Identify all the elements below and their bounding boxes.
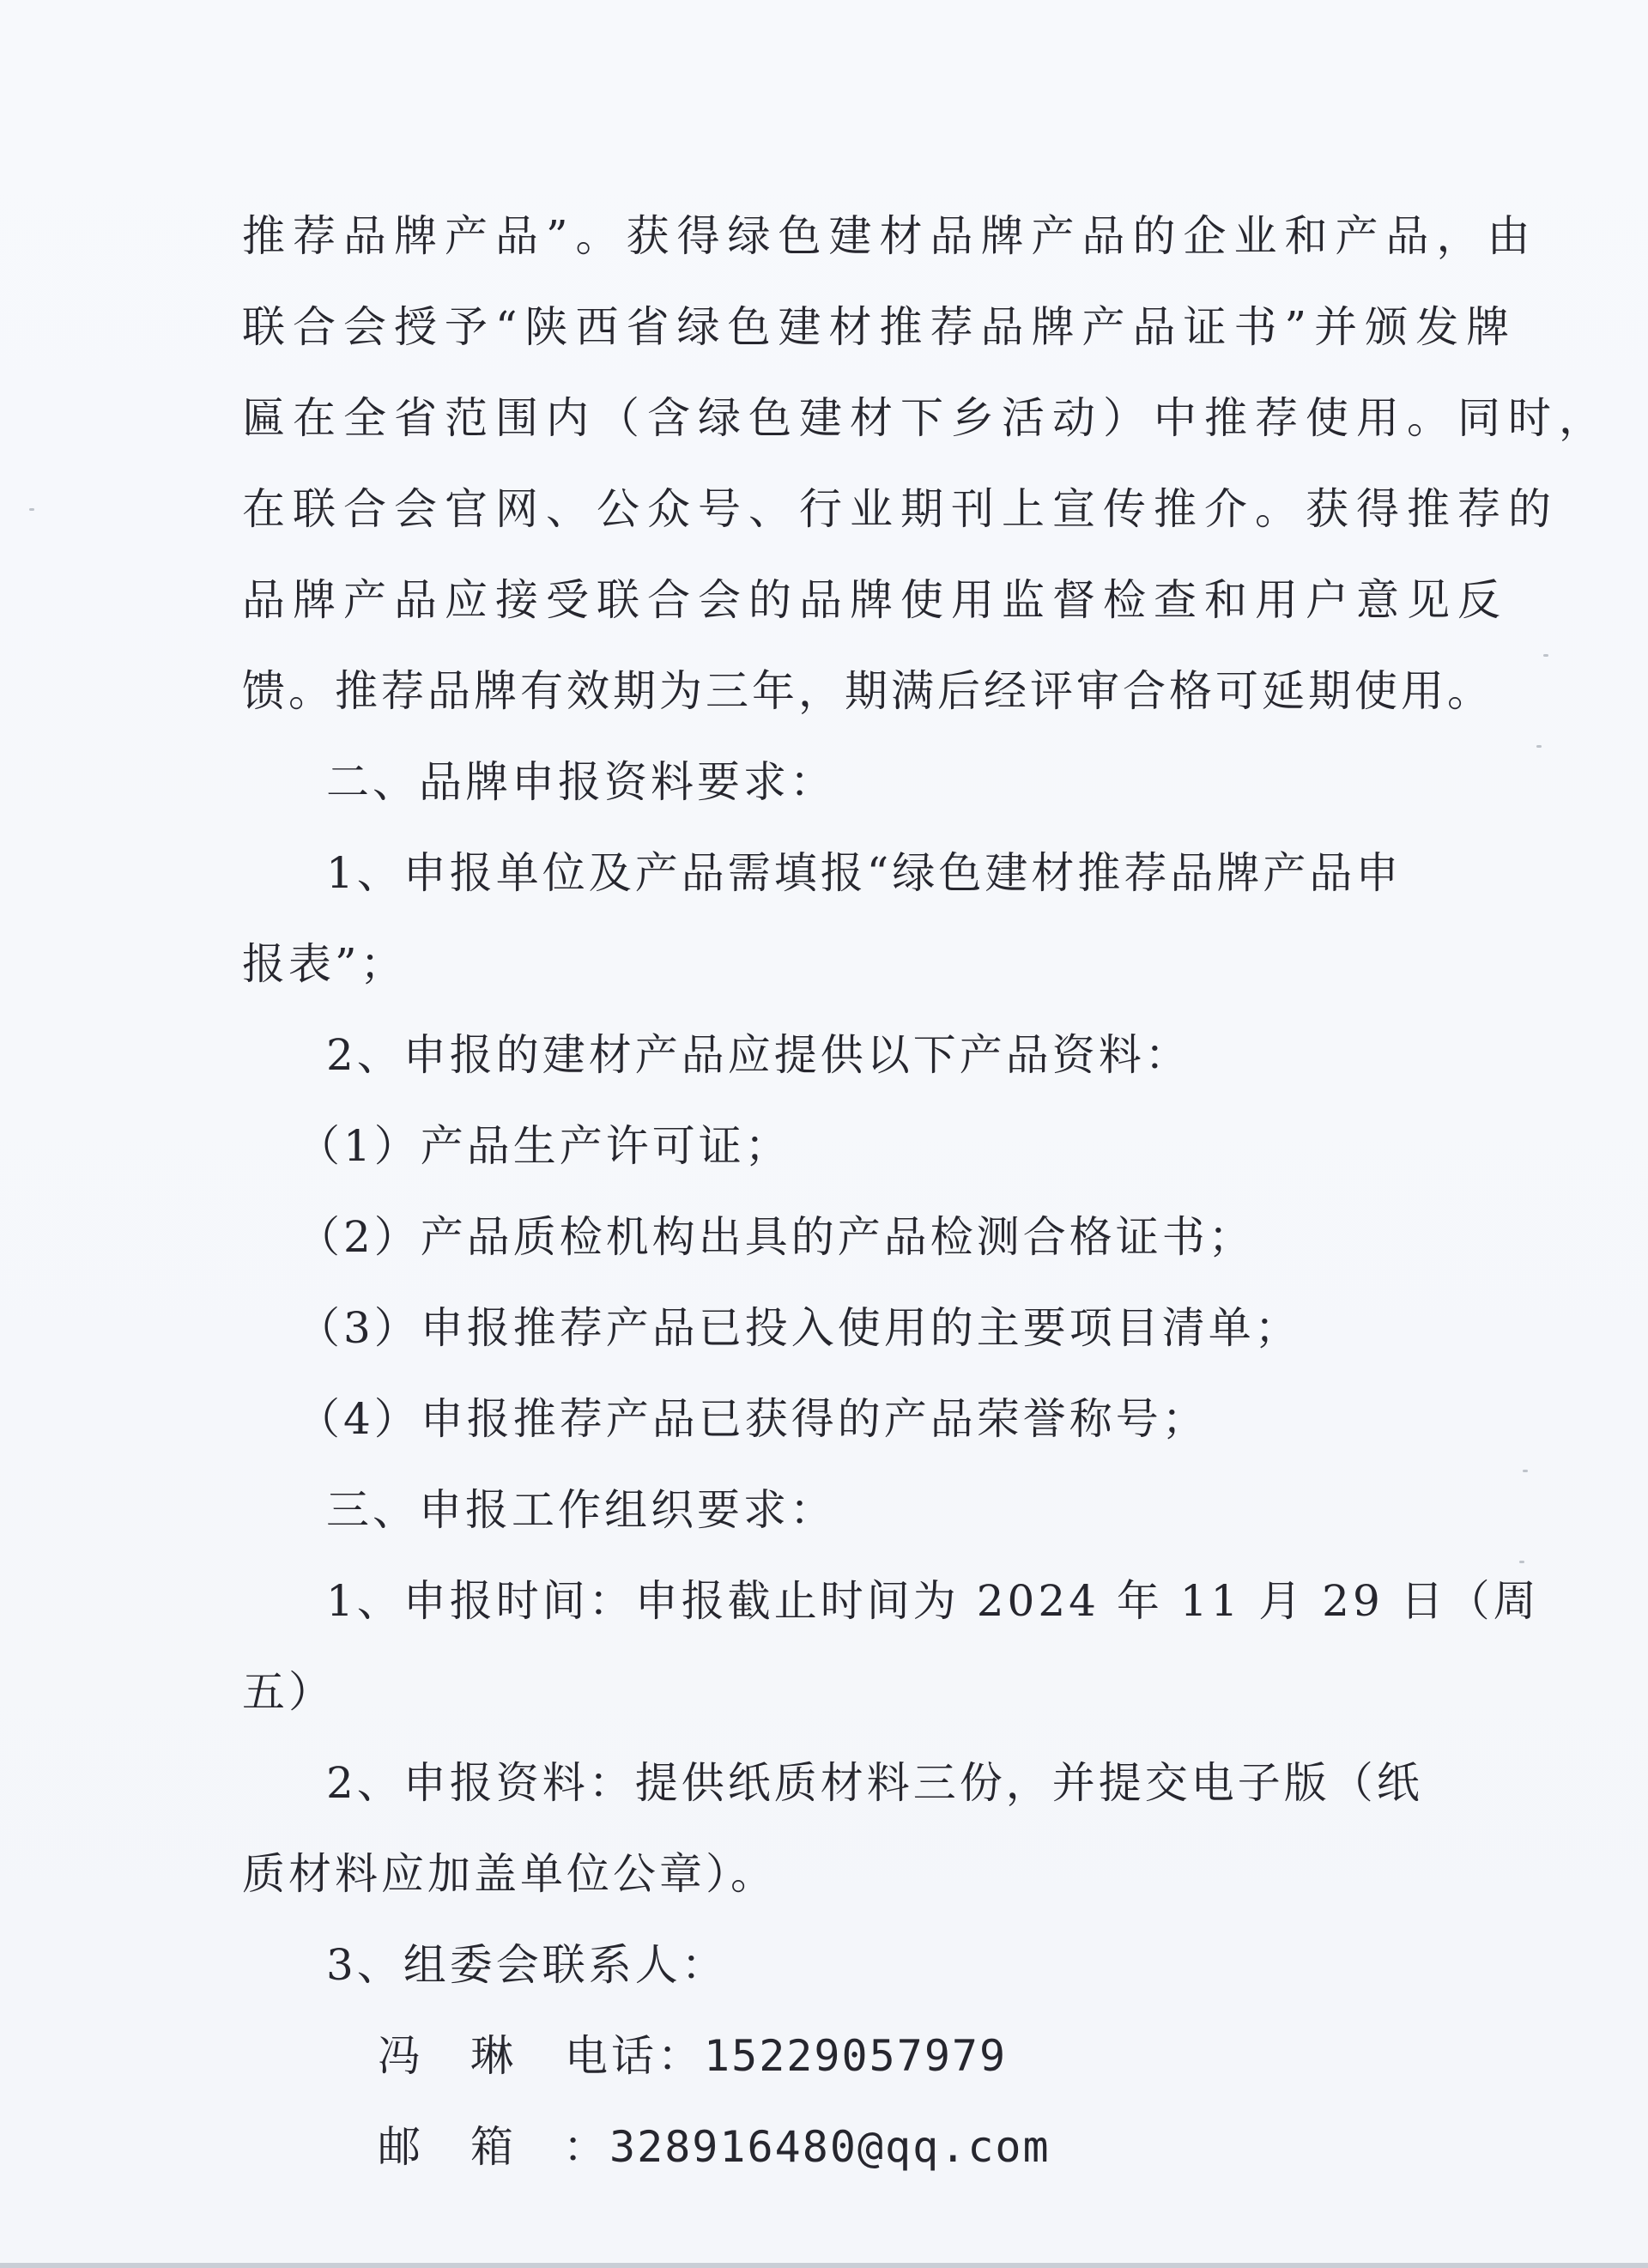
text-line: 馈。推荐品牌有效期为三年，期满后经评审合格可延期使用。 (242, 666, 1494, 716)
list-item: （4）申报推荐产品已获得的产品荣誉称号； (297, 1394, 1209, 1444)
phone-number: 15229057979 (704, 2031, 1008, 2081)
text-line: 报表”； (242, 939, 407, 989)
scan-speck (1523, 1470, 1528, 1472)
document-body (242, 191, 1609, 2192)
text-line: 在联合会官网、公众号、行业期刊上宣传推介。获得推荐的 (242, 484, 1559, 534)
section-heading: 三、申报工作组织要求： (326, 1485, 836, 1535)
text-line: 匾在全省范围内（含绿色建材下乡活动）中推荐使用。同时， (242, 393, 1609, 443)
contact-email-line (242, 2101, 1375, 2192)
text-line: 品牌产品应接受联合会的品牌使用监督检查和用户意见反 (242, 575, 1508, 625)
scan-speck (29, 508, 34, 511)
contact-name: 冯 琳 (378, 2031, 517, 2081)
scan-speck (1543, 654, 1548, 657)
contact-phone-line (242, 2010, 1375, 2101)
scan-speck (1536, 745, 1542, 748)
section-heading: 二、品牌申报资料要求： (326, 757, 836, 807)
text-line: 联合会授予“陕西省绿色建材推荐品牌产品证书”并颁发牌 (242, 302, 1518, 352)
text-line: 1、申报单位及产品需填报“绿色建材推荐品牌产品申 (326, 848, 1403, 898)
text-line: 3、组委会联系人： (326, 1940, 728, 1990)
list-item: （2）产品质检机构出具的产品检测合格证书； (297, 1212, 1255, 1262)
scan-speck (1519, 1561, 1524, 1563)
list-item: （3）申报推荐产品已投入使用的主要项目清单； (297, 1303, 1301, 1353)
email-label: 邮 箱 ： (378, 2122, 609, 2172)
email-address: 328916480@qq.com (609, 2122, 1051, 2172)
text-line: 2、申报资料：提供纸质材料三份，并提交电子版（纸 (326, 1758, 1423, 1808)
text-line: 2、申报的建材产品应提供以下产品资料： (326, 1030, 1191, 1080)
phone-label: 电话： (565, 2031, 704, 2081)
text-line: 1、申报时间：申报截止时间为 2024 年 11 月 29 日（周 (326, 1576, 1540, 1626)
list-item: （1）产品生产许可证； (297, 1121, 791, 1171)
text-line: 质材料应加盖单位公章）。 (242, 1849, 777, 1899)
text-line: 推荐品牌产品”。获得绿色建材品牌产品的企业和产品，由 (242, 211, 1538, 261)
text-line: 五） (242, 1667, 335, 1717)
scan-edge (0, 2263, 1648, 2268)
